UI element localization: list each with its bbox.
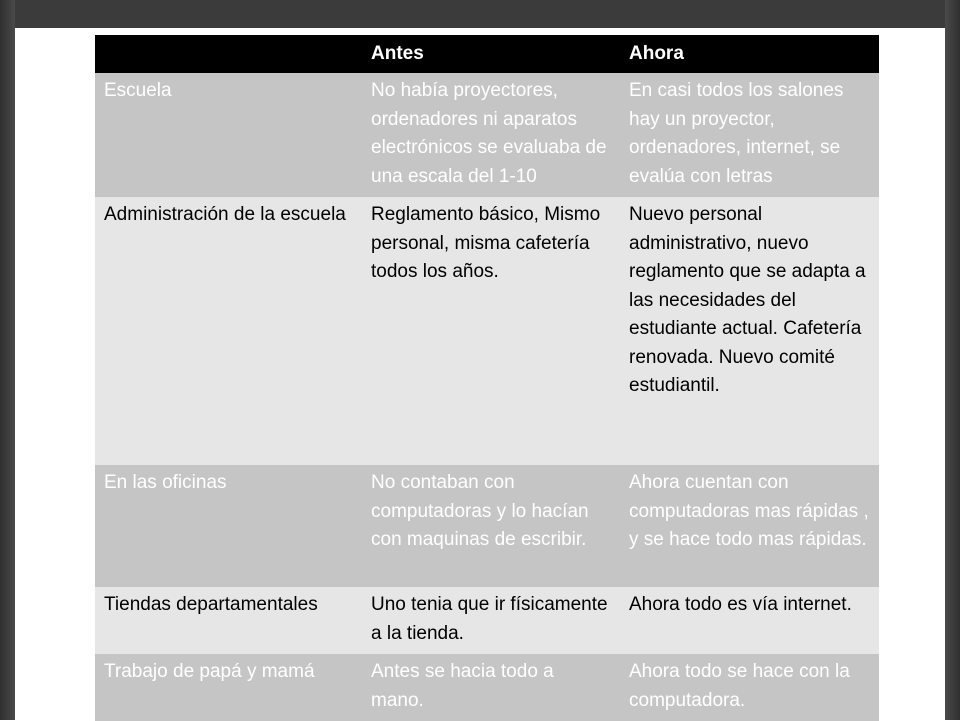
table-row: [95, 654, 879, 721]
row-antes: Uno tenia que ir físicamente a la tienda.: [362, 587, 620, 654]
table-row: [95, 73, 879, 197]
header-empty: [95, 35, 362, 73]
row-antes: No había proyectores, ordenadores ni aparatos electrónicos se evaluaba de una escala del 1-10: [362, 73, 620, 197]
row-category: En las oficinas: [95, 465, 362, 587]
row-ahora: Ahora todo es vía internet.: [620, 587, 879, 654]
table-row: [95, 587, 879, 654]
comparison-table: [95, 35, 879, 721]
row-antes: Reglamento básico, Mismo personal, misma cafetería todos los años.: [362, 197, 620, 465]
slide-frame-right: [945, 0, 960, 720]
table-row: [95, 197, 879, 465]
row-ahora: Nuevo personal administrativo, nuevo reglamento que se adapta a las necesidades del estudiante actual. Cafetería renovada. Nuevo comité estudiantil.: [620, 197, 879, 465]
row-category: Escuela: [95, 73, 362, 197]
row-ahora: Ahora cuentan con computadoras mas rápidas , y se hace todo mas rápidas.: [620, 465, 879, 587]
table-row: [95, 465, 879, 587]
row-antes: Antes se hacia todo a mano.: [362, 654, 620, 721]
row-antes: No contaban con computadoras y lo hacían con maquinas de escribir.: [362, 465, 620, 587]
header-antes: Antes: [362, 35, 620, 73]
row-category: Trabajo de papá y mamá: [95, 654, 362, 721]
row-category: Administración de la escuela: [95, 197, 362, 465]
header-ahora: Ahora: [620, 35, 879, 73]
slide-frame-left: [0, 0, 15, 720]
row-ahora: En casi todos los salones hay un proyector, ordenadores, internet, se evalúa con letras: [620, 73, 879, 197]
row-category: Tiendas departamentales: [95, 587, 362, 654]
row-ahora: Ahora todo se hace con la computadora.: [620, 654, 879, 721]
table-header-row: [95, 35, 879, 73]
slide-frame-top: [0, 0, 960, 28]
